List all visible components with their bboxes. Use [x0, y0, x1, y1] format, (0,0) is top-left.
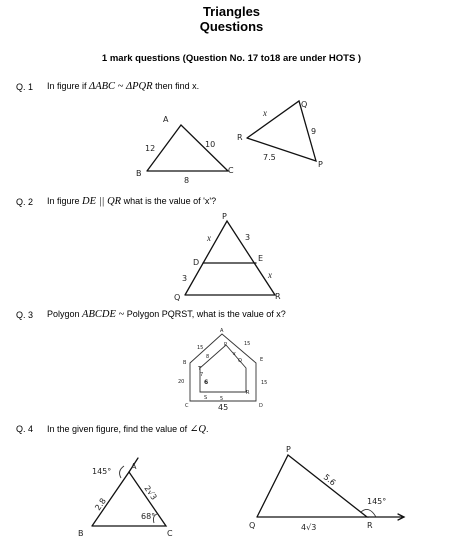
vertex-label: D — [193, 258, 200, 267]
question-text — [47, 309, 286, 320]
vertex-label: C — [167, 529, 173, 538]
side-label: x — [268, 270, 272, 280]
side-label: 5 — [220, 396, 224, 402]
question-number: Q. 4 — [16, 424, 34, 434]
question-text-before: In figure if — [47, 81, 87, 91]
vertex-label: Q — [238, 358, 242, 364]
q4-right-triangle — [249, 445, 404, 532]
side-label: 10 — [205, 140, 216, 149]
side-label: 8 — [184, 176, 190, 185]
side-label: 2.8 — [93, 496, 108, 513]
question-text-before: In the given figure, find the value of — [47, 424, 188, 434]
vertex-label: A — [220, 328, 224, 334]
side-label: 15 — [197, 345, 204, 351]
triangle-abc — [147, 125, 228, 171]
vertex-label: E — [258, 254, 264, 263]
question-number: Q. 2 — [16, 197, 34, 207]
side-label: 4√3 — [301, 523, 317, 532]
question-math: ABCDE ~ — [82, 309, 125, 320]
vertex-label: Q — [174, 293, 181, 302]
question-text — [47, 196, 216, 207]
question-text — [47, 423, 209, 435]
angle-label: 145° — [367, 497, 387, 506]
question-math: DE || QR — [82, 196, 122, 207]
side-label: 7 — [200, 372, 204, 378]
side-label: 9 — [311, 127, 317, 136]
vertex-label: A — [131, 462, 137, 471]
side-label: 6 — [204, 379, 209, 386]
side-label: x — [263, 108, 267, 118]
question-text-before: Polygon — [47, 309, 80, 319]
side-label: x — [233, 351, 236, 357]
question-math: ΔABC ~ ΔPQR — [89, 81, 153, 92]
page-subtitle: Questions — [199, 19, 264, 34]
vertex-label: R — [275, 292, 281, 301]
side-label: 15 — [244, 341, 251, 347]
vertex-label: Q — [301, 100, 308, 109]
triangle-pqr — [247, 101, 316, 161]
side-label: 12 — [145, 144, 156, 153]
question-math: ∠Q — [189, 424, 206, 435]
vertex-label: C — [228, 166, 234, 175]
side-label: 20 — [178, 379, 185, 385]
vertex-label: A — [163, 115, 169, 124]
question-number: Q. 1 — [16, 82, 34, 92]
vertex-label: S — [204, 395, 208, 401]
q2-triangle — [174, 212, 281, 302]
question-text-after: . — [206, 424, 209, 434]
q3-polygons — [178, 328, 267, 412]
vertex-label: R — [367, 521, 373, 530]
side-label: 8 — [206, 354, 210, 360]
side-label: 5.6 — [321, 472, 338, 488]
vertex-label: B — [136, 169, 142, 178]
vertex-label: C — [185, 403, 189, 409]
vertex-label: T — [198, 366, 202, 372]
q1-left-triangle — [136, 115, 234, 185]
side-label: 3 — [245, 233, 251, 242]
side-label: 3 — [182, 274, 188, 283]
vertex-label: P — [224, 342, 228, 348]
vertex-label: B — [183, 360, 187, 366]
triangle-pqr — [257, 455, 367, 517]
vertex-label: R — [246, 390, 250, 396]
vertex-label: P — [222, 212, 227, 221]
angle-label: 145° — [92, 467, 112, 476]
vertex-label: E — [260, 357, 264, 363]
vertex-label: B — [78, 529, 84, 538]
vertex-label: P — [286, 445, 291, 454]
page-title: Triangles — [202, 4, 261, 19]
question-number: Q. 3 — [16, 310, 34, 320]
q1-right-triangle — [237, 100, 323, 169]
question-text-before: In figure — [47, 196, 80, 206]
side-label: 15 — [261, 380, 268, 386]
question-text-after: then find x. — [155, 81, 200, 91]
side-label: 7.5 — [263, 153, 276, 162]
question-text-after: what is the value of 'x'? — [123, 196, 217, 206]
section-heading: 1 mark questions (Question No. 17 to18 are under HOTS ) — [101, 53, 362, 64]
q4-left-triangle — [78, 458, 173, 538]
vertex-label: Q — [249, 521, 256, 530]
side-label: x — [207, 233, 211, 243]
side-label: 2√3 — [142, 483, 159, 502]
vertex-label: D — [259, 403, 263, 409]
angle-arc — [361, 509, 376, 517]
vertex-label: P — [318, 160, 323, 169]
side-label: 45 — [218, 403, 229, 412]
angle-label: 68° — [141, 512, 156, 521]
question-text-after: Polygon PQRST, what is the value of x? — [126, 309, 286, 319]
angle-arc — [120, 466, 124, 478]
vertex-label: R — [237, 133, 243, 142]
